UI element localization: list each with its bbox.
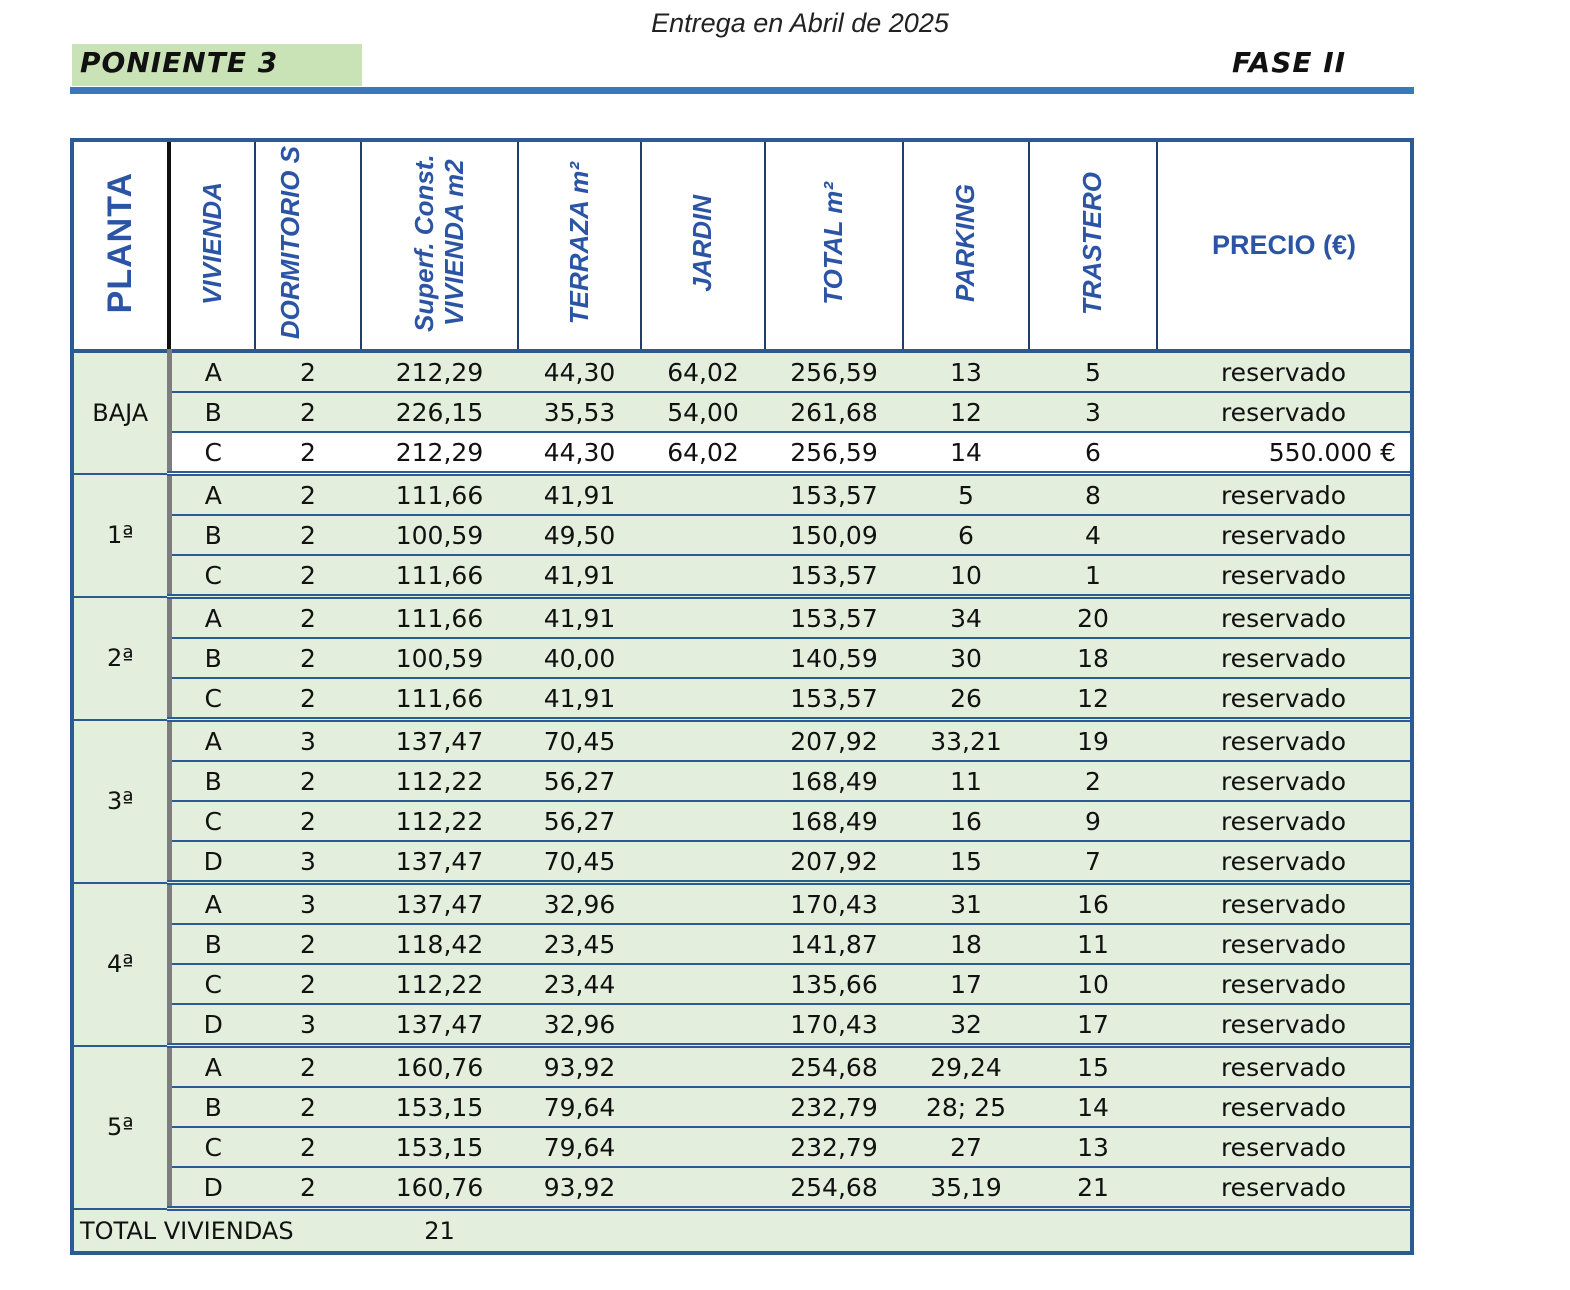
- col-header-terraza: [518, 142, 641, 351]
- cell-parking: 6: [903, 515, 1029, 555]
- cell-terraza: 49,50: [518, 515, 641, 555]
- cell-total: 140,59: [765, 638, 903, 678]
- cell-trastero: 3: [1029, 392, 1157, 432]
- col-label-superficie: Superf. Const. VIVIENDA m2: [408, 154, 469, 332]
- col-header-total: [765, 142, 903, 351]
- cell-parking: 16: [903, 801, 1029, 841]
- cell-jardin: [641, 924, 765, 964]
- cell-parking: 12: [903, 392, 1029, 432]
- cell-parking: 14: [903, 432, 1029, 474]
- col-header-vivienda: [169, 142, 255, 351]
- cell-terraza: 44,30: [518, 351, 641, 392]
- footer-empty: [518, 1209, 1410, 1252]
- cell-jardin: [641, 1127, 765, 1167]
- cell-parking: 13: [903, 351, 1029, 392]
- cell-superficie: 118,42: [361, 924, 518, 964]
- cell-parking: 31: [903, 883, 1029, 925]
- col-header-dormitorios: [255, 142, 361, 351]
- col-header-parking: [903, 142, 1029, 351]
- cell-trastero: 19: [1029, 720, 1157, 762]
- cell-precio: reservado: [1157, 1046, 1410, 1088]
- cell-trastero: 20: [1029, 597, 1157, 639]
- cell-vivienda: D: [169, 1004, 255, 1046]
- cell-total: 150,09: [765, 515, 903, 555]
- cell-parking: 34: [903, 597, 1029, 639]
- cell-jardin: [641, 1087, 765, 1127]
- cell-dormitorios: 3: [255, 841, 361, 883]
- col-label-parking: PARKING: [950, 184, 981, 302]
- cell-superficie: 111,66: [361, 474, 518, 516]
- cell-vivienda: C: [169, 678, 255, 720]
- cell-parking: 18: [903, 924, 1029, 964]
- cell-parking: 32: [903, 1004, 1029, 1046]
- cell-jardin: [641, 597, 765, 639]
- cell-jardin: [641, 841, 765, 883]
- table-header-row: [74, 142, 1410, 351]
- col-label-trastero: TRASTERO: [1077, 171, 1108, 315]
- cell-vivienda: D: [169, 1167, 255, 1209]
- cell-jardin: [641, 678, 765, 720]
- cell-vivienda: C: [169, 1127, 255, 1167]
- cell-parking: 11: [903, 761, 1029, 801]
- units-table: [74, 142, 1410, 1251]
- table-row: [74, 1087, 1410, 1127]
- total-viviendas-count: 21: [361, 1209, 518, 1252]
- cell-trastero: 5: [1029, 351, 1157, 392]
- cell-total: 207,92: [765, 720, 903, 762]
- cell-vivienda: A: [169, 597, 255, 639]
- cell-total: 135,66: [765, 964, 903, 1004]
- table-row: [74, 474, 1410, 516]
- cell-total: 256,59: [765, 432, 903, 474]
- cell-terraza: 41,91: [518, 474, 641, 516]
- cell-precio: reservado: [1157, 678, 1410, 720]
- cell-dormitorios: 2: [255, 351, 361, 392]
- cell-dormitorios: 2: [255, 1046, 361, 1088]
- cell-superficie: 212,29: [361, 351, 518, 392]
- cell-terraza: 79,64: [518, 1127, 641, 1167]
- cell-superficie: 111,66: [361, 678, 518, 720]
- delivery-subtitle: Entrega en Abril de 2025: [651, 8, 949, 38]
- cell-trastero: 16: [1029, 883, 1157, 925]
- cell-parking: 35,19: [903, 1167, 1029, 1209]
- col-header-precio: [1157, 142, 1410, 351]
- cell-total: 141,87: [765, 924, 903, 964]
- cell-terraza: 32,96: [518, 883, 641, 925]
- cell-total: 153,57: [765, 555, 903, 597]
- cell-jardin: [641, 883, 765, 925]
- cell-vivienda: B: [169, 1087, 255, 1127]
- cell-dormitorios: 2: [255, 638, 361, 678]
- table-row: [74, 555, 1410, 597]
- cell-superficie: 112,22: [361, 801, 518, 841]
- cell-precio: reservado: [1157, 555, 1410, 597]
- planta-cell: 2ª: [74, 597, 169, 720]
- cell-trastero: 15: [1029, 1046, 1157, 1088]
- cell-jardin: [641, 964, 765, 1004]
- table-row: [74, 432, 1410, 474]
- cell-parking: 26: [903, 678, 1029, 720]
- cell-parking: 33,21: [903, 720, 1029, 762]
- col-label-planta: PLANTA: [100, 172, 139, 314]
- cell-total: 254,68: [765, 1046, 903, 1088]
- table-row: [74, 1127, 1410, 1167]
- cell-precio: reservado: [1157, 351, 1410, 392]
- cell-jardin: [641, 474, 765, 516]
- cell-trastero: 1: [1029, 555, 1157, 597]
- cell-total: 168,49: [765, 761, 903, 801]
- table-row: [74, 392, 1410, 432]
- table-row: [74, 761, 1410, 801]
- cell-jardin: [641, 515, 765, 555]
- table-row: [74, 964, 1410, 1004]
- cell-precio: reservado: [1157, 924, 1410, 964]
- cell-superficie: 111,66: [361, 597, 518, 639]
- cell-vivienda: C: [169, 964, 255, 1004]
- cell-superficie: 137,47: [361, 720, 518, 762]
- planta-cell: BAJA: [74, 351, 169, 474]
- units-table-body: [74, 351, 1410, 1209]
- cell-trastero: 2: [1029, 761, 1157, 801]
- total-viviendas-label: TOTAL VIVIENDAS: [74, 1209, 361, 1252]
- cell-terraza: 70,45: [518, 720, 641, 762]
- cell-vivienda: C: [169, 432, 255, 474]
- cell-jardin: [641, 638, 765, 678]
- cell-jardin: 54,00: [641, 392, 765, 432]
- cell-dormitorios: 2: [255, 1127, 361, 1167]
- cell-dormitorios: 3: [255, 720, 361, 762]
- cell-terraza: 93,92: [518, 1046, 641, 1088]
- cell-total: 256,59: [765, 351, 903, 392]
- cell-jardin: [641, 1004, 765, 1046]
- cell-superficie: 112,22: [361, 761, 518, 801]
- cell-vivienda: A: [169, 883, 255, 925]
- cell-jardin: [641, 720, 765, 762]
- table-row: [74, 1167, 1410, 1209]
- cell-precio: reservado: [1157, 1127, 1410, 1167]
- cell-terraza: 44,30: [518, 432, 641, 474]
- table-row: [74, 597, 1410, 639]
- cell-precio: 550.000 €: [1157, 432, 1410, 474]
- cell-total: 254,68: [765, 1167, 903, 1209]
- cell-precio: reservado: [1157, 1087, 1410, 1127]
- cell-trastero: 13: [1029, 1127, 1157, 1167]
- cell-total: 207,92: [765, 841, 903, 883]
- table-row: [74, 841, 1410, 883]
- cell-superficie: 137,47: [361, 841, 518, 883]
- cell-precio: reservado: [1157, 841, 1410, 883]
- col-label-precio: PRECIO (€): [1211, 230, 1357, 260]
- cell-jardin: 64,02: [641, 351, 765, 392]
- cell-parking: 10: [903, 555, 1029, 597]
- cell-vivienda: B: [169, 515, 255, 555]
- table-row: [74, 883, 1410, 925]
- cell-superficie: 212,29: [361, 432, 518, 474]
- col-label-total: TOTAL m²: [818, 181, 849, 305]
- cell-parking: 17: [903, 964, 1029, 1004]
- cell-terraza: 41,91: [518, 555, 641, 597]
- cell-superficie: 153,15: [361, 1127, 518, 1167]
- cell-terraza: 23,45: [518, 924, 641, 964]
- phase-label: FASE II: [1232, 46, 1347, 79]
- cell-precio: reservado: [1157, 720, 1410, 762]
- cell-dormitorios: 2: [255, 1087, 361, 1127]
- cell-trastero: 18: [1029, 638, 1157, 678]
- cell-superficie: 226,15: [361, 392, 518, 432]
- cell-total: 261,68: [765, 392, 903, 432]
- cell-parking: 5: [903, 474, 1029, 516]
- cell-dormitorios: 2: [255, 761, 361, 801]
- cell-dormitorios: 2: [255, 1167, 361, 1209]
- cell-vivienda: A: [169, 351, 255, 392]
- cell-total: 153,57: [765, 597, 903, 639]
- cell-terraza: 23,44: [518, 964, 641, 1004]
- col-header-planta: [74, 142, 169, 351]
- cell-trastero: 12: [1029, 678, 1157, 720]
- cell-precio: reservado: [1157, 1004, 1410, 1046]
- cell-trastero: 6: [1029, 432, 1157, 474]
- cell-precio: reservado: [1157, 515, 1410, 555]
- planta-cell: 4ª: [74, 883, 169, 1046]
- cell-superficie: 112,22: [361, 964, 518, 1004]
- cell-vivienda: A: [169, 474, 255, 516]
- cell-vivienda: D: [169, 841, 255, 883]
- cell-parking: 28; 25: [903, 1087, 1029, 1127]
- cell-parking: 30: [903, 638, 1029, 678]
- cell-superficie: 111,66: [361, 555, 518, 597]
- cell-precio: reservado: [1157, 474, 1410, 516]
- cell-total: 232,79: [765, 1087, 903, 1127]
- cell-precio: reservado: [1157, 1167, 1410, 1209]
- cell-trastero: 7: [1029, 841, 1157, 883]
- table-row: [74, 351, 1410, 392]
- project-name: PONIENTE 3: [80, 46, 279, 79]
- cell-terraza: 41,91: [518, 597, 641, 639]
- cell-vivienda: A: [169, 1046, 255, 1088]
- cell-trastero: 17: [1029, 1004, 1157, 1046]
- cell-precio: reservado: [1157, 801, 1410, 841]
- cell-vivienda: C: [169, 801, 255, 841]
- col-label-jardin: JARDIN: [687, 194, 718, 292]
- cell-precio: reservado: [1157, 883, 1410, 925]
- cell-superficie: 137,47: [361, 1004, 518, 1046]
- cell-vivienda: B: [169, 638, 255, 678]
- cell-terraza: 56,27: [518, 801, 641, 841]
- cell-jardin: 64,02: [641, 432, 765, 474]
- planta-cell: 1ª: [74, 474, 169, 597]
- cell-trastero: 14: [1029, 1087, 1157, 1127]
- cell-dormitorios: 2: [255, 964, 361, 1004]
- cell-total: 153,57: [765, 474, 903, 516]
- cell-superficie: 100,59: [361, 515, 518, 555]
- cell-terraza: 56,27: [518, 761, 641, 801]
- cell-dormitorios: 2: [255, 392, 361, 432]
- cell-jardin: [641, 1167, 765, 1209]
- cell-dormitorios: 3: [255, 1004, 361, 1046]
- cell-terraza: 32,96: [518, 1004, 641, 1046]
- cell-total: 170,43: [765, 1004, 903, 1046]
- cell-trastero: 10: [1029, 964, 1157, 1004]
- col-header-superficie: [361, 142, 518, 351]
- cell-dormitorios: 2: [255, 801, 361, 841]
- cell-terraza: 93,92: [518, 1167, 641, 1209]
- cell-jardin: [641, 1046, 765, 1088]
- cell-trastero: 11: [1029, 924, 1157, 964]
- cell-vivienda: B: [169, 924, 255, 964]
- cell-superficie: 100,59: [361, 638, 518, 678]
- planta-cell: 3ª: [74, 720, 169, 883]
- cell-total: 168,49: [765, 801, 903, 841]
- cell-parking: 15: [903, 841, 1029, 883]
- cell-dormitorios: 2: [255, 555, 361, 597]
- cell-dormitorios: 3: [255, 883, 361, 925]
- cell-terraza: 79,64: [518, 1087, 641, 1127]
- col-label-vivienda: VIVIENDA: [196, 181, 227, 305]
- cell-trastero: 4: [1029, 515, 1157, 555]
- col-header-trastero: [1029, 142, 1157, 351]
- cell-precio: reservado: [1157, 761, 1410, 801]
- cell-total: 232,79: [765, 1127, 903, 1167]
- cell-terraza: 40,00: [518, 638, 641, 678]
- cell-superficie: 153,15: [361, 1087, 518, 1127]
- cell-vivienda: B: [169, 392, 255, 432]
- cell-terraza: 41,91: [518, 678, 641, 720]
- cell-jardin: [641, 555, 765, 597]
- cell-trastero: 9: [1029, 801, 1157, 841]
- cell-vivienda: B: [169, 761, 255, 801]
- table-footer-row: [74, 1209, 1410, 1252]
- cell-parking: 27: [903, 1127, 1029, 1167]
- col-label-dormitorios: DORMITORIO S: [275, 146, 305, 340]
- cell-precio: reservado: [1157, 597, 1410, 639]
- table-row: [74, 1046, 1410, 1088]
- cell-total: 170,43: [765, 883, 903, 925]
- header-divider: [70, 87, 1414, 94]
- table-row: [74, 720, 1410, 762]
- cell-superficie: 160,76: [361, 1046, 518, 1088]
- cell-dormitorios: 2: [255, 678, 361, 720]
- units-table-frame: [70, 138, 1414, 1255]
- cell-dormitorios: 2: [255, 924, 361, 964]
- cell-precio: reservado: [1157, 638, 1410, 678]
- table-row: [74, 638, 1410, 678]
- table-row: [74, 678, 1410, 720]
- cell-parking: 29,24: [903, 1046, 1029, 1088]
- col-header-jardin: [641, 142, 765, 351]
- cell-superficie: 160,76: [361, 1167, 518, 1209]
- cell-dormitorios: 2: [255, 432, 361, 474]
- cell-terraza: 70,45: [518, 841, 641, 883]
- cell-trastero: 8: [1029, 474, 1157, 516]
- cell-jardin: [641, 801, 765, 841]
- table-row: [74, 515, 1410, 555]
- cell-precio: reservado: [1157, 392, 1410, 432]
- table-row: [74, 924, 1410, 964]
- table-row: [74, 801, 1410, 841]
- table-row: [74, 1004, 1410, 1046]
- col-label-terraza: TERRAZA m²: [563, 161, 594, 325]
- planta-cell: 5ª: [74, 1046, 169, 1209]
- cell-terraza: 35,53: [518, 392, 641, 432]
- cell-jardin: [641, 761, 765, 801]
- cell-total: 153,57: [765, 678, 903, 720]
- cell-dormitorios: 2: [255, 597, 361, 639]
- cell-precio: reservado: [1157, 964, 1410, 1004]
- cell-vivienda: C: [169, 555, 255, 597]
- cell-dormitorios: 2: [255, 474, 361, 516]
- cell-trastero: 21: [1029, 1167, 1157, 1209]
- cell-superficie: 137,47: [361, 883, 518, 925]
- cell-vivienda: A: [169, 720, 255, 762]
- cell-dormitorios: 2: [255, 515, 361, 555]
